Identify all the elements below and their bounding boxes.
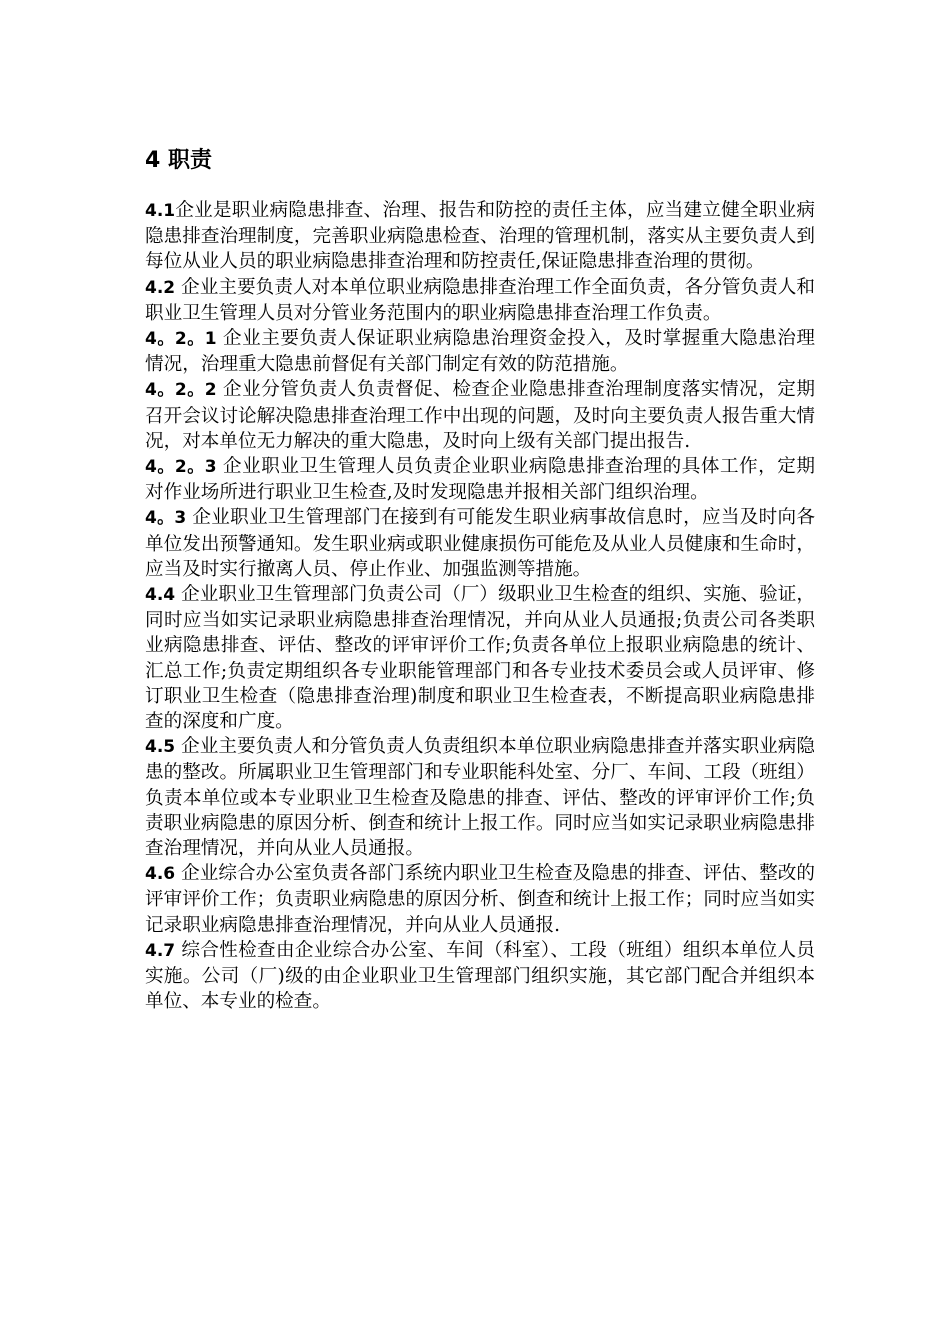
clause-text: 企业职业卫生管理部门负责公司（厂）级职业卫生检查的组织、实施、验证，同时应当如实记录职业病隐患排查治理情况，并向从业人员通报;负责公司各类职业病隐患排查、评估、整改的评审评价工作;负责各单位上报职业病隐患的统计、汇总工作;负责定期组织各专业职能管理部门和各专业技术委员会或人员评审、修订职业卫生检查（隐患排查治理)制度和职业卫生检查表，不断提高职业病隐患排查的深度和广度。 — [145, 584, 815, 733]
clause-text: 企业分管负责人负责督促、检查企业隐患排查治理制度落实情况，定期召开会议讨论解决隐患排查治理工作中出现的问题，及时向主要负责人报告重大情况，对本单位无力解决的重大隐患，及时向上级有关部门提出报告. — [145, 379, 815, 452]
clause-text: 综合性检查由企业综合办公室、车间（科室）、工段（班组）组织本单位人员实施。公司（厂)级的由企业职业卫生管理部门组织实施，其它部门配合并组织本单位、本专业的检查。 — [145, 939, 815, 1013]
section-body — [145, 198, 815, 1015]
paragraph-4-1 — [145, 198, 815, 275]
clause-number: 4。3 — [145, 508, 187, 529]
clause-number: 4。2。3 — [145, 457, 217, 478]
paragraph-4-4 — [145, 582, 815, 734]
paragraph-4-2-2 — [145, 377, 815, 454]
clause-text: 企业主要负责人对本单位职业病隐患排查治理工作全面负责，各分管负责人和职业卫生管理人员对分管业务范围内的职业病隐患排查治理工作负责。 — [145, 276, 815, 324]
clause-number: 4.1 — [145, 201, 176, 221]
clause-number: 4.5 — [145, 737, 176, 758]
paragraph-4-2-3 — [145, 454, 815, 505]
clause-number: 4.4 — [145, 585, 176, 606]
clause-text: 企业主要负责人保证职业病隐患治理资金投入，及时掌握重大隐患治理情况，治理重大隐患前督促有关部门制定有效的防范措施。 — [145, 328, 815, 376]
clause-text: 企业职业卫生管理部门在接到有可能发生职业病事故信息时，应当及时向各单位发出预警通知。发生职业病或职业健康损伤可能危及从业人员健康和生命时，应当及时实行撤离人员、停止作业、加强监测等措施。 — [145, 507, 815, 580]
paragraph-4-3 — [145, 505, 815, 582]
clause-number: 4.7 — [145, 940, 176, 961]
clause-text: 企业职业卫生管理人员负责企业职业病隐患排查治理的具体工作，定期对作业场所进行职业卫生检查,及时发现隐患并报相关部门组织治理。 — [145, 456, 815, 504]
clause-text: 企业是职业病隐患排查、治理、报告和防控的责任主体，应当建立健全职业病隐患排查治理制度，完善职业病隐患检查、治理的管理机制，落实从主要负责人到每位从业人员的职业病隐患排查治理和防控责任,保证隐患排查治理的贯彻。 — [145, 200, 815, 273]
paragraph-4-6 — [145, 861, 815, 938]
clause-text: 企业主要负责人和分管负责人负责组织本单位职业病隐患排查并落实职业病隐患的整改。所属职业卫生管理部门和专业职能科处室、分厂、车间、工段（班组）负责本单位或本专业职业卫生检查及隐患的排查、评估、整改的评审评价工作;负责职业病隐患的原因分析、倒查和统计上报工作。同时应当如实记录职业病隐患排查治理情况，并向从业人员通报。 — [145, 736, 815, 860]
clause-text: 企业综合办公室负责各部门系统内职业卫生检查及隐患的排查、评估、整改的评审评价工作；负责职业病隐患的原因分析、倒查和统计上报工作；同时应当如实记录职业病隐患排查治理情况，并向从业人员通报. — [145, 863, 815, 936]
clause-number: 4.2 — [145, 277, 176, 298]
paragraph-4-5 — [145, 734, 815, 861]
clause-number: 4。2。2 — [145, 380, 217, 401]
paragraph-4-7 — [145, 938, 815, 1015]
clause-number: 4。2。1 — [145, 329, 217, 350]
section-heading: 4 职责 — [145, 148, 212, 173]
clause-number: 4.6 — [145, 864, 176, 885]
paragraph-4-2 — [145, 275, 815, 326]
paragraph-4-2-1 — [145, 326, 815, 377]
